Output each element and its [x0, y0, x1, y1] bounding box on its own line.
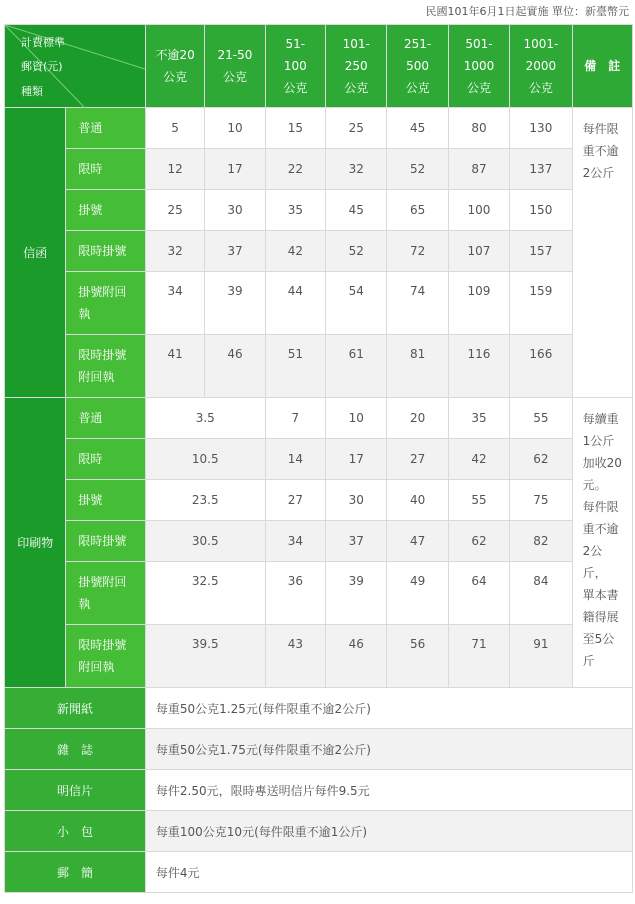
printed-row-label: 掛號附回 執 — [66, 562, 146, 625]
letters-value: 35 — [265, 190, 325, 231]
letters-row-label: 掛號 — [66, 190, 146, 231]
postage-rate-table — [4, 24, 633, 893]
weight-header-0: 不逾20 公克 — [145, 25, 204, 108]
printed-value: 23.5 — [145, 480, 265, 521]
printed-value: 17 — [326, 439, 387, 480]
letters-value: 15 — [265, 108, 325, 149]
printed-row-label: 限時掛號 附回執 — [66, 625, 146, 688]
letters-value: 51 — [265, 335, 325, 398]
letters-value: 137 — [510, 149, 572, 190]
letters-value: 37 — [205, 231, 265, 272]
printed-value: 49 — [387, 562, 448, 625]
letters-value: 150 — [510, 190, 572, 231]
letters-row-label: 限時掛號 — [66, 231, 146, 272]
weight-header-1: 21-50 公克 — [205, 25, 265, 108]
letters-value: 12 — [145, 149, 204, 190]
weight-header-6: 1001- 2000 公克 — [510, 25, 572, 108]
letters-value: 52 — [326, 231, 387, 272]
printed-value: 35 — [448, 398, 509, 439]
postcard-rate: 每件2.50元，限時專送明信片每件9.5元 — [145, 770, 632, 811]
letters-value: 116 — [448, 335, 509, 398]
letters-value: 100 — [448, 190, 509, 231]
letters-value: 41 — [145, 335, 204, 398]
printed-value: 47 — [387, 521, 448, 562]
printed-row-label: 限時掛號 — [66, 521, 146, 562]
printed-value: 34 — [265, 521, 325, 562]
letters-value: 22 — [265, 149, 325, 190]
printed-row-label: 掛號 — [66, 480, 146, 521]
category-newspaper: 新聞紙 — [5, 688, 146, 729]
letters-value: 42 — [265, 231, 325, 272]
printed-value: 64 — [448, 562, 509, 625]
letters-row-label: 普通 — [66, 108, 146, 149]
corner-label-postage: 郵資(元) — [21, 60, 63, 73]
aerogramme-rate: 每件4元 — [145, 852, 632, 893]
printed-value: 43 — [265, 625, 325, 688]
magazine-rate: 每重50公克1.75元(每件限重不逾2公斤) — [145, 729, 632, 770]
letters-value: 25 — [145, 190, 204, 231]
letters-value: 44 — [265, 272, 325, 335]
letters-value: 65 — [387, 190, 448, 231]
letters-value: 32 — [145, 231, 204, 272]
weight-header-2: 51- 100 公克 — [265, 25, 325, 108]
printed-value: 55 — [510, 398, 572, 439]
printed-value: 91 — [510, 625, 572, 688]
printed-row-label: 普通 — [66, 398, 146, 439]
letters-value: 46 — [205, 335, 265, 398]
letters-row-label: 限時掛號 附回執 — [66, 335, 146, 398]
letters-value: 80 — [448, 108, 509, 149]
printed-value: 84 — [510, 562, 572, 625]
printed-value: 36 — [265, 562, 325, 625]
letters-value: 74 — [387, 272, 448, 335]
small-packet-rate: 每重100公克10元(每件限重不逾1公斤) — [145, 811, 632, 852]
printed-remark: 每續重 1公斤 加收20 元。 每件限 重不逾 2公 斤， 單本書 籍得展 至5公 斤 — [572, 398, 632, 688]
letters-value: 17 — [205, 149, 265, 190]
printed-value: 10.5 — [145, 439, 265, 480]
table-corner-header — [5, 25, 146, 108]
printed-value: 14 — [265, 439, 325, 480]
printed-value: 27 — [387, 439, 448, 480]
printed-value: 56 — [387, 625, 448, 688]
printed-value: 32.5 — [145, 562, 265, 625]
printed-value: 62 — [448, 521, 509, 562]
corner-label-standard: 計費標準 — [21, 36, 65, 49]
letters-value: 52 — [387, 149, 448, 190]
letters-value: 10 — [205, 108, 265, 149]
printed-value: 75 — [510, 480, 572, 521]
weight-header-4: 251- 500 公克 — [387, 25, 448, 108]
letters-row-label: 限時 — [66, 149, 146, 190]
printed-value: 3.5 — [145, 398, 265, 439]
letters-value: 25 — [326, 108, 387, 149]
printed-value: 71 — [448, 625, 509, 688]
category-magazine: 雜 誌 — [5, 729, 146, 770]
remarks-header: 備 註 — [572, 25, 632, 108]
letters-value: 45 — [387, 108, 448, 149]
letters-value: 159 — [510, 272, 572, 335]
letters-value: 34 — [145, 272, 204, 335]
printed-value: 37 — [326, 521, 387, 562]
letters-value: 166 — [510, 335, 572, 398]
letters-remark: 每件限 重不逾 2公斤 — [572, 108, 632, 398]
letters-row-label: 掛號附回 執 — [66, 272, 146, 335]
letters-value: 72 — [387, 231, 448, 272]
category-letters: 信函 — [5, 108, 66, 398]
category-aerogramme: 郵 簡 — [5, 852, 146, 893]
letters-value: 30 — [205, 190, 265, 231]
newspaper-rate: 每重50公克1.25元(每件限重不逾2公斤) — [145, 688, 632, 729]
weight-header-5: 501- 1000 公克 — [448, 25, 509, 108]
printed-value: 40 — [387, 480, 448, 521]
printed-value: 55 — [448, 480, 509, 521]
category-postcard: 明信片 — [5, 770, 146, 811]
printed-row-label: 限時 — [66, 439, 146, 480]
letters-value: 45 — [326, 190, 387, 231]
letters-value: 109 — [448, 272, 509, 335]
printed-value: 39.5 — [145, 625, 265, 688]
letters-value: 39 — [205, 272, 265, 335]
letters-value: 130 — [510, 108, 572, 149]
letters-value: 81 — [387, 335, 448, 398]
letters-value: 32 — [326, 149, 387, 190]
printed-value: 42 — [448, 439, 509, 480]
printed-value: 82 — [510, 521, 572, 562]
letters-value: 157 — [510, 231, 572, 272]
printed-value: 46 — [326, 625, 387, 688]
printed-value: 27 — [265, 480, 325, 521]
letters-value: 61 — [326, 335, 387, 398]
letters-value: 54 — [326, 272, 387, 335]
printed-value: 30.5 — [145, 521, 265, 562]
corner-label-type: 種類 — [21, 85, 43, 98]
letters-value: 5 — [145, 108, 204, 149]
letters-value: 107 — [448, 231, 509, 272]
printed-value: 10 — [326, 398, 387, 439]
category-printed-matter: 印刷物 — [5, 398, 66, 688]
printed-value: 7 — [265, 398, 325, 439]
printed-value: 20 — [387, 398, 448, 439]
printed-value: 30 — [326, 480, 387, 521]
printed-value: 62 — [510, 439, 572, 480]
weight-header-3: 101- 250 公克 — [326, 25, 387, 108]
letters-value: 87 — [448, 149, 509, 190]
effective-date-note: 民國101年6月1日起實施 單位：新臺幣元 — [425, 5, 629, 18]
printed-value: 39 — [326, 562, 387, 625]
category-small-packet: 小 包 — [5, 811, 146, 852]
